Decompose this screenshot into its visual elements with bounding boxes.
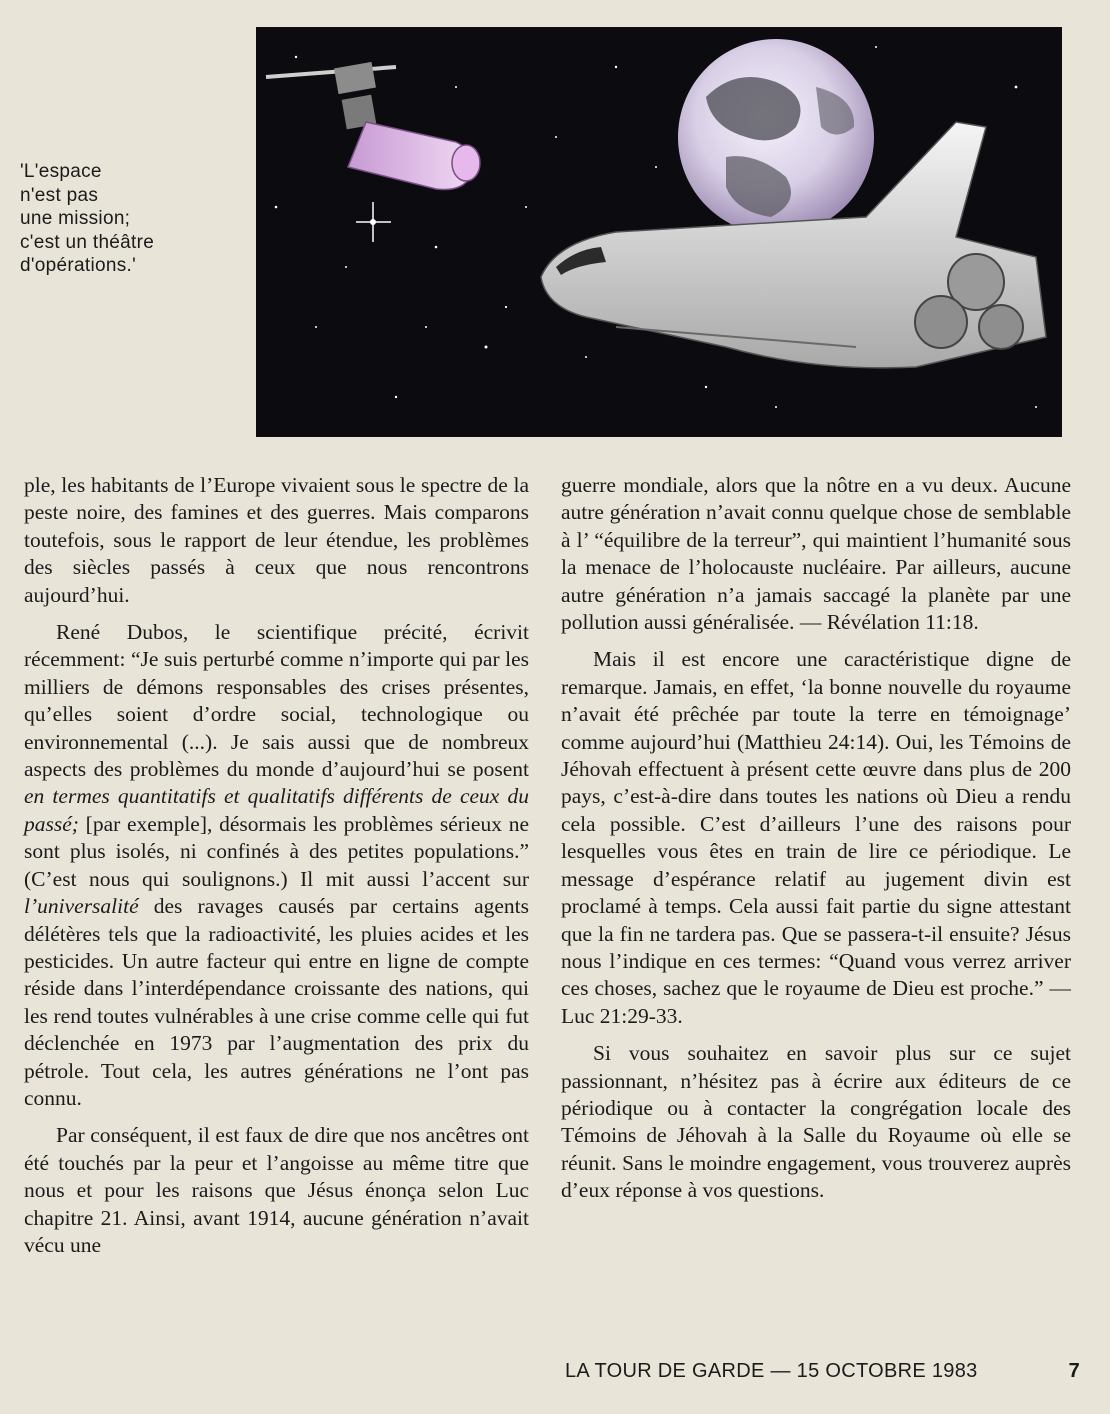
space-illustration [256, 27, 1062, 437]
paragraph-text: René Dubos, le scientifique précité, écrivit récemment: “Je suis perturbé comme n’importe qui par les milliers de démons responsables des crises présentes, qu’elles soient d’ordre social, technologique ou environnemental (...). Je sais aussi que de nombreux aspects des problèmes du monde d’aujourd’hui se posent [24, 620, 529, 782]
caption-line: c'est un théâtre [20, 231, 155, 253]
emphasized-text: en termes quantitatifs et qualitatifs différents de ceux du passé; [24, 784, 529, 836]
paragraph: ple, les habitants de l’Europe vivaient sous le spectre de la peste noire, des famines et des guerres. Mais comparons toutefois, sous le rapport de leur étendue, les problèmes des siècles passés à ceux que nous rencontrons aujourd’hui. [24, 473, 529, 607]
publication-title: LA TOUR DE GARDE — 15 OCTOBRE 1983 [565, 1360, 978, 1382]
paragraph: Mais il est encore une caractéristique digne de remarque. Jamais, en effet, ‘la bonne nouvelle du royaume n’avait été prêchée par toute la terre en témoignage’ comme aujourd’hui (Matthieu 24:14). Oui, les Témoins de Jéhovah effectuent à présent cette œuvre dans plus de 200 pays, c’est-à-dire dans toutes les nations où Dieu a rendu cela possible. C’est d’ailleurs l’une des raisons pour lesquelles vous êtes en train de lire ce périodique. Le message d’espérance relatif au jugement divin est proclamé à temps. Cela aussi fait partie du signe attestant que la fin ne tardera pas. Que se passera-t-il ensuite? Jésus nous l’indique en ces termes: “Quand vous verrez arriver ces choses, sachez que le royaume de Dieu est proche.” — Luc 21:29-33. [561, 647, 1071, 1028]
caption-line: une mission; [20, 208, 131, 229]
caption-line: n'est pas [20, 184, 99, 206]
page-footer [565, 1360, 1080, 1383]
paragraph: guerre mondiale, alors que la nôtre en a vu deux. Aucune autre génération n’avait connu quelque chose de semblable à l’ “équilibre de la terreur”, qui maintient l’humanité sous la menace de l’holocauste nucléaire. Par ailleurs, aucune autre génération n’a jamais saccagé la planète par une pollution aussi généralisée. — Révélation 11:18. [561, 473, 1071, 635]
paragraph-text: des ravages causés par certains agents délétères tels que la radioactivité, les pluies acides et les pesticides. Un autre facteur qui entre en ligne de compte réside dans l’interdépendance croissante des nations, qui les rend toutes vulnérables à une crise comme celle qui fut déclenchée en 1973 par l’augmentation des prix du pétrole. Tout cela, les autres générations ne l’ont pas connu. [24, 894, 529, 1110]
emphasized-text: l’universalité [24, 894, 139, 919]
paragraph-text: [par exemple], désormais les problèmes sérieux ne sont plus isolés, ni confinés à des petites populations.” (C’est nous qui soulignons.) Il mit aussi l’accent sur [24, 811, 529, 891]
caption-line: d'opérations.' [20, 255, 137, 276]
paragraph: Par conséquent, il est faux de dire que nos ancêtres ont été touchés par la peur et l’angoisse au même titre que nous et pour les raisons que Jésus énonça selon Luc chapitre 21. Ainsi, avant 1914, aucune génération n’avait vécu une [24, 1123, 529, 1257]
paragraph: Si vous souhaitez en savoir plus sur ce sujet passionnant, n’hésitez pas à écrire aux éditeurs de ce périodique ou à contacter la congrégation locale des Témoins de Jéhovah à la Salle du Royaume où elle se réunit. Sans le moindre engagement, vous trouverez auprès d’eux réponse à vos questions. [561, 1041, 1071, 1203]
paragraph [24, 619, 529, 1112]
caption-line: 'L'espace [20, 161, 102, 182]
illustration-caption [20, 160, 240, 278]
page-number: 7 [1068, 1360, 1080, 1382]
text-column-left [24, 472, 529, 1259]
text-column-right [561, 472, 1071, 1205]
earth [678, 39, 874, 235]
